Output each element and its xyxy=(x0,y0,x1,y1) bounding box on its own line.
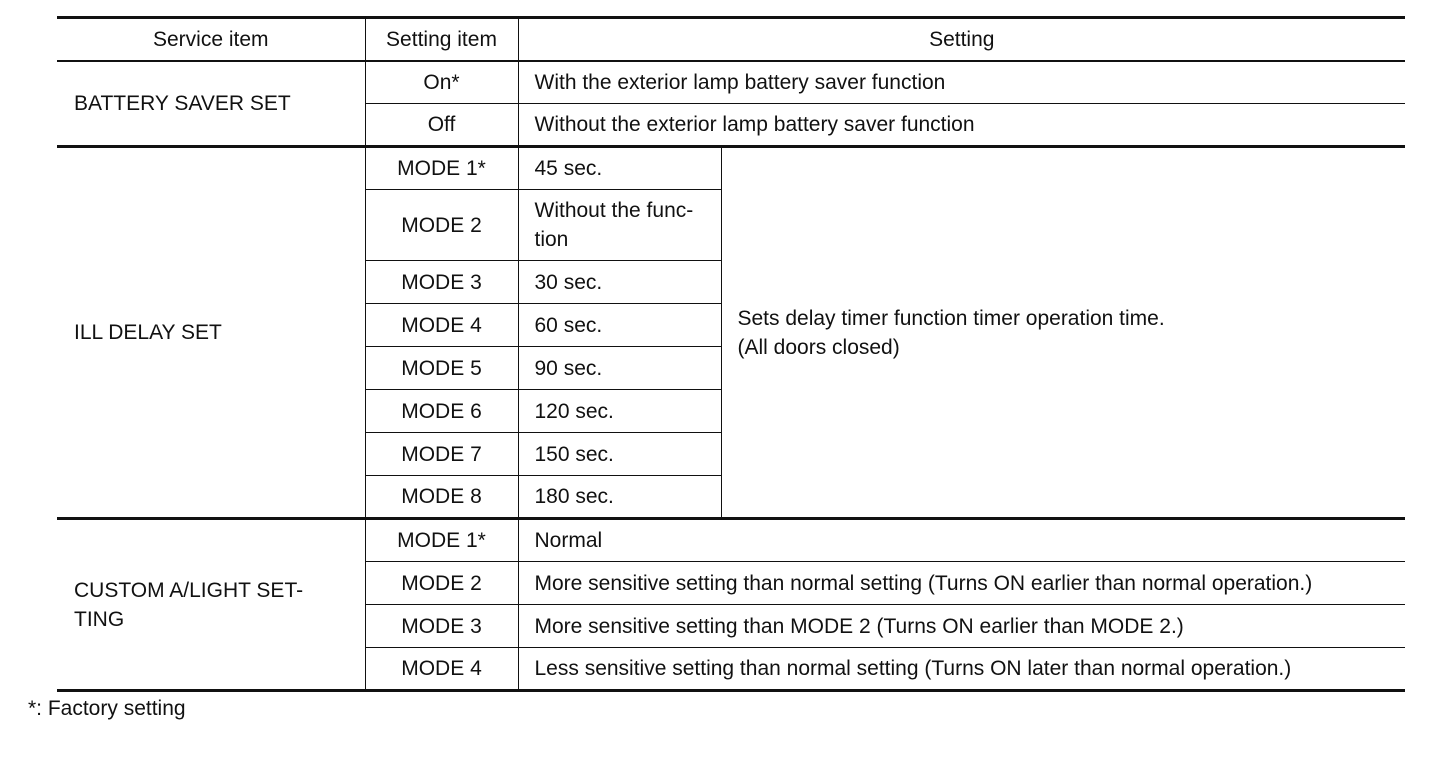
setting-cell: More sensitive setting than normal setting (Turns ON earlier than normal operation.) xyxy=(518,562,1405,605)
setting-item-cell: On* xyxy=(365,61,518,104)
ill-delay-description-line1: Sets delay timer function timer operation time. xyxy=(737,306,1165,330)
service-ill-delay-set: ILL DELAY SET xyxy=(57,147,365,519)
table-row xyxy=(57,147,1405,190)
setting-cell xyxy=(518,190,721,261)
setting-item-cell: MODE 1* xyxy=(365,147,518,190)
setting-cell: 45 sec. xyxy=(518,147,721,190)
setting-item-cell: MODE 2 xyxy=(365,562,518,605)
ill-delay-description xyxy=(721,147,1405,519)
setting-cell: 180 sec. xyxy=(518,476,721,519)
setting-cell: 90 sec. xyxy=(518,347,721,390)
setting-item-cell: MODE 6 xyxy=(365,390,518,433)
setting-item-cell: MODE 4 xyxy=(365,304,518,347)
setting-cell: Without the exterior lamp battery saver function xyxy=(518,104,1405,147)
service-custom-alight-line2: TING xyxy=(74,607,125,631)
setting-cell: 150 sec. xyxy=(518,433,721,476)
setting-item-cell: MODE 2 xyxy=(365,190,518,261)
setting-cell: 60 sec. xyxy=(518,304,721,347)
setting-item-cell: MODE 1* xyxy=(365,519,518,562)
header-service-item: Service item xyxy=(57,18,365,61)
header-setting: Setting xyxy=(518,18,1405,61)
table-header-row xyxy=(57,18,1405,61)
setting-item-cell: MODE 3 xyxy=(365,605,518,648)
setting-cell: More sensitive setting than MODE 2 (Turns ON earlier than MODE 2.) xyxy=(518,605,1405,648)
ill-delay-description-line2: (All doors closed) xyxy=(737,335,900,359)
setting-item-cell: MODE 3 xyxy=(365,261,518,304)
setting-cell-line1: Without the func- xyxy=(534,199,694,222)
setting-item-cell: MODE 4 xyxy=(365,648,518,691)
setting-cell: Less sensitive setting than normal setting (Turns ON later than normal operation.) xyxy=(518,648,1405,691)
setting-cell-line2: tion xyxy=(534,228,569,251)
settings-table-container xyxy=(57,16,1405,692)
setting-cell: 30 sec. xyxy=(518,261,721,304)
setting-item-cell: MODE 8 xyxy=(365,476,518,519)
setting-item-cell: MODE 5 xyxy=(365,347,518,390)
table-row xyxy=(57,519,1405,562)
setting-cell: Normal xyxy=(518,519,1405,562)
setting-cell: 120 sec. xyxy=(518,390,721,433)
setting-cell: With the exterior lamp battery saver function xyxy=(518,61,1405,104)
service-custom-alight-line1: CUSTOM A/LIGHT SET- xyxy=(74,578,304,602)
footnote-factory-setting: *: Factory setting xyxy=(28,697,186,720)
setting-item-cell: MODE 7 xyxy=(365,433,518,476)
service-settings-table xyxy=(57,16,1405,692)
setting-item-cell: Off xyxy=(365,104,518,147)
service-battery-saver-set: BATTERY SAVER SET xyxy=(74,91,291,115)
table-row xyxy=(57,61,1405,104)
service-custom-alight-setting xyxy=(57,519,365,691)
header-setting-item: Setting item xyxy=(365,18,518,61)
